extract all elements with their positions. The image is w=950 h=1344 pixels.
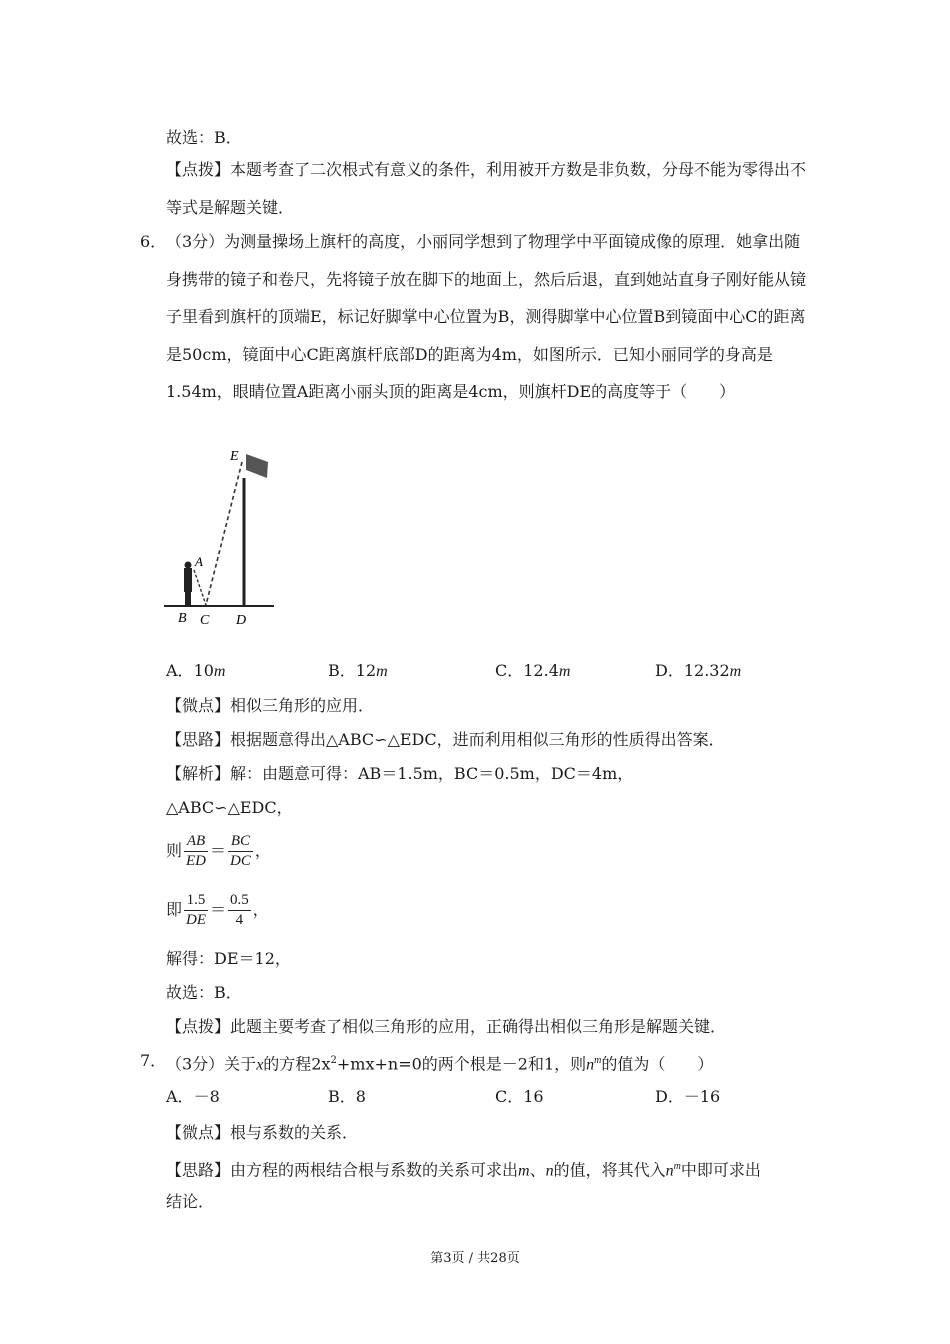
option-key: A．: [166, 1087, 194, 1106]
option-value: －8: [193, 1087, 220, 1106]
option-key: C．: [495, 1087, 524, 1106]
person-figure: [184, 568, 192, 592]
option-value: 8: [355, 1087, 366, 1106]
silu-part: 的值，将其代入: [553, 1160, 666, 1180]
q7-stem: [166, 1051, 713, 1075]
denominator: ED: [186, 853, 207, 869]
option-value: 10: [193, 661, 214, 680]
step-suffix: ，: [254, 841, 271, 860]
option-value: 12.32: [683, 661, 730, 680]
option-value: 12.4: [523, 661, 559, 680]
numerator: BC: [228, 832, 253, 852]
ray-ec: [206, 462, 242, 605]
numerator: 0.5: [228, 891, 251, 911]
numerator: 1.5: [184, 891, 208, 911]
q7-option-d[interactable]: [655, 1087, 720, 1107]
denominator: DE: [186, 912, 207, 928]
option-unit: m: [729, 663, 742, 680]
q6-figure: [164, 444, 276, 630]
q6-option-c[interactable]: [495, 661, 570, 682]
step-suffix: ，: [252, 900, 269, 919]
option-key: A．: [166, 661, 194, 680]
q6-step3: [166, 891, 269, 930]
flag: [246, 454, 268, 478]
silu-part: 中即可求出: [680, 1160, 761, 1180]
option-key: B．: [328, 661, 356, 680]
label-b: B: [178, 611, 187, 626]
nm-base: n: [665, 1162, 674, 1180]
page-footer: 第3页 / 共28页: [430, 1251, 520, 1266]
q7-option-a[interactable]: [166, 1087, 220, 1107]
option-value: －16: [683, 1087, 721, 1106]
q7-number: 7．: [140, 1051, 167, 1070]
option-unit: m: [558, 663, 571, 680]
option-unit: m: [213, 663, 226, 680]
separator: 、: [529, 1160, 546, 1180]
label-d: D: [236, 613, 247, 628]
q7-option-c[interactable]: [495, 1087, 544, 1107]
option-unit: m: [376, 663, 388, 680]
q5-answer: 故选：B．: [166, 128, 242, 147]
stem-part: （3分）关于: [166, 1054, 257, 1074]
person-head: [185, 562, 192, 569]
var-x: x: [256, 1056, 264, 1074]
denominator: DC: [230, 853, 251, 869]
nm-exponent: m: [673, 1161, 681, 1172]
exponent: 2: [330, 1055, 337, 1066]
label-c: C: [200, 613, 210, 628]
silu-part: 【思路】由方程的两根结合根与系数的关系可求出: [166, 1160, 519, 1180]
var-n: n: [545, 1162, 554, 1180]
label-e: E: [230, 449, 239, 464]
q7-silu-cont: 结论．: [166, 1192, 215, 1211]
fraction-05-4: [228, 891, 251, 930]
var-m: m: [518, 1162, 530, 1180]
option-key: D．: [655, 661, 684, 680]
q6-option-d[interactable]: [655, 661, 741, 682]
option-key: D．: [655, 1087, 684, 1106]
q6-silu: 【思路】根据题意得出△ABC∽△EDC，进而利用相似三角形的性质得出答案．: [166, 730, 725, 749]
q6-tip: 【点拨】此题主要考查了相似三角形的应用，正确得出相似三角形是解题关键．: [166, 1017, 727, 1036]
option-key: B．: [328, 1087, 356, 1106]
fraction-15-de: [184, 891, 208, 930]
nm-base: n: [586, 1056, 595, 1074]
equals-sign: ＝: [210, 841, 227, 860]
fraction-bc-dc: [228, 832, 253, 871]
q6-jiexi: 【解析】解：由题意可得：AB＝1.5m，BC＝0.5m，DC＝4m，: [166, 764, 634, 783]
person-legs: [185, 592, 191, 606]
q5-tip: 【点拨】本题考查了二次根式有意义的条件，利用被开方数是非负数，分母不能为零得出不等式是解题关键．: [166, 160, 807, 217]
label-a: A: [195, 554, 203, 569]
q6-step1: △ABC∽△EDC，: [166, 798, 293, 817]
q6-option-a[interactable]: [166, 661, 225, 682]
stem-part: 的值为（ ）: [601, 1054, 714, 1074]
q6-option-b[interactable]: [328, 661, 388, 682]
q6-number: 6．: [140, 232, 167, 251]
q6-weidian: 【微点】相似三角形的应用．: [166, 696, 375, 715]
denominator: 4: [235, 912, 244, 928]
q6-stem: （3分）为测量操场上旗杆的高度，小丽同学想到了物理学中平面镜成像的原理．她拿出随身携带的镜子和卷尺，先将镜子放在脚下的地面上，然后后退，直到她站直身子刚好能从镜子里看到旗杆的顶端E，标记好脚掌中心位置为B，测得脚掌中心位置B到镜面中心C的距离是50cm，镜面中心C距离旗杆底部D的距离为4m，如图所示．已知小丽同学的身高是1.54m，眼睛位置A距离小丽头顶的距离是4cm，则旗杆DE的高度等于（ ）: [166, 232, 807, 401]
stem-part: +mx+n=0的两个根是－2和1，则: [336, 1054, 587, 1074]
numerator: AB: [184, 832, 208, 852]
q6-step4: 解得：DE＝12，: [166, 949, 291, 968]
option-key: C．: [495, 661, 524, 680]
q6-step2: [166, 832, 271, 871]
q7-weidian: 【微点】根与系数的关系．: [166, 1123, 359, 1142]
ray-ac: [194, 570, 206, 605]
step-prefix: 即: [166, 900, 183, 919]
option-value: 12: [355, 661, 377, 680]
fraction-ab-ed: [184, 832, 208, 871]
step-prefix: 则: [166, 841, 183, 860]
stem-part: 的方程2x: [263, 1054, 331, 1074]
nm-exponent: m: [594, 1055, 602, 1066]
q6-answer: 故选：B．: [166, 983, 242, 1002]
q7-silu: [166, 1157, 761, 1181]
option-value: 16: [523, 1087, 544, 1106]
q7-option-b[interactable]: [328, 1087, 366, 1107]
equals-sign: ＝: [210, 900, 227, 919]
